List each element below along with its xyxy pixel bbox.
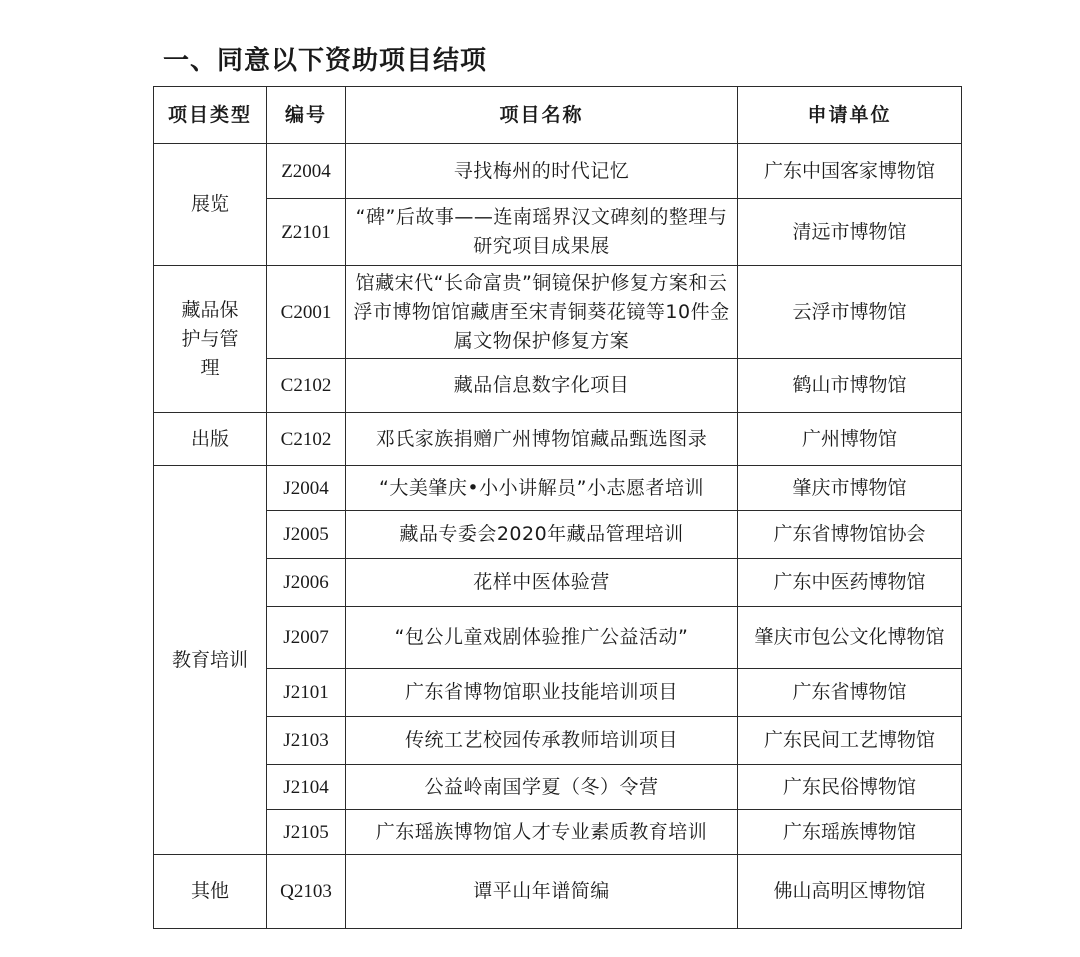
table-row [154,669,962,717]
project-name: “大美肇庆•小小讲解员”小志愿者培训 [346,466,738,511]
applicant-unit: 广东民俗博物馆 [738,765,962,810]
project-table [153,86,962,929]
applicant-unit: 广东民间工艺博物馆 [738,717,962,765]
table-row [154,144,962,199]
table-row [154,511,962,559]
project-name: 藏品专委会2020年藏品管理培训 [346,511,738,559]
project-name: 寻找梅州的时代记忆 [346,144,738,199]
header-name: 项目名称 [346,87,738,144]
project-code: C2001 [267,266,346,359]
project-code: J2005 [267,511,346,559]
applicant-unit: 肇庆市包公文化博物馆 [738,607,962,669]
table-row [154,359,962,413]
applicant-unit: 广东中国客家博物馆 [738,144,962,199]
project-name: 邓氏家族捐赠广州博物馆藏品甄选图录 [346,413,738,466]
table-row [154,559,962,607]
table-header-row [154,87,962,144]
table-row [154,466,962,511]
project-code: C2102 [267,413,346,466]
header-unit: 申请单位 [738,87,962,144]
group-type-other: 其他 [154,855,267,929]
table-row [154,266,962,359]
project-name: 谭平山年谱简编 [346,855,738,929]
table-row [154,810,962,855]
project-code: Z2004 [267,144,346,199]
project-code: J2105 [267,810,346,855]
project-name: 广东瑶族博物馆人才专业素质教育培训 [346,810,738,855]
table-row [154,413,962,466]
project-code: J2004 [267,466,346,511]
header-type: 项目类型 [154,87,267,144]
applicant-unit: 清远市博物馆 [738,199,962,266]
project-code: J2104 [267,765,346,810]
project-code: Z2101 [267,199,346,266]
group-type-publication: 出版 [154,413,267,466]
group-type-education: 教育培训 [154,466,267,855]
group-type-collection: 藏品保护与管理 [154,266,267,413]
applicant-unit: 广州博物馆 [738,413,962,466]
project-name: 传统工艺校园传承教师培训项目 [346,717,738,765]
table-row [154,717,962,765]
section-heading: 一、同意以下资助项目结项 [163,46,488,76]
group-type-exhibition: 展览 [154,144,267,266]
project-code: J2103 [267,717,346,765]
applicant-unit: 广东省博物馆 [738,669,962,717]
applicant-unit: 云浮市博物馆 [738,266,962,359]
table-row [154,199,962,266]
applicant-unit: 佛山高明区博物馆 [738,855,962,929]
project-code: Q2103 [267,855,346,929]
table-row [154,765,962,810]
project-name: 公益岭南国学夏（冬）令营 [346,765,738,810]
project-name: “碑”后故事——连南瑶界汉文碑刻的整理与研究项目成果展 [346,199,738,266]
applicant-unit: 广东中医药博物馆 [738,559,962,607]
table-row [154,607,962,669]
project-name: 花样中医体验营 [346,559,738,607]
applicant-unit: 广东瑶族博物馆 [738,810,962,855]
project-name: 藏品信息数字化项目 [346,359,738,413]
project-name: 馆藏宋代“长命富贵”铜镜保护修复方案和云浮市博物馆馆藏唐至宋青铜葵花镜等10件金属文物保护修复方案 [346,266,738,359]
project-name: 广东省博物馆职业技能培训项目 [346,669,738,717]
table-row [154,855,962,929]
header-code: 编号 [267,87,346,144]
project-name: “包公儿童戏剧体验推广公益活动” [346,607,738,669]
project-code: C2102 [267,359,346,413]
applicant-unit: 肇庆市博物馆 [738,466,962,511]
project-code: J2007 [267,607,346,669]
applicant-unit: 鹤山市博物馆 [738,359,962,413]
project-code: J2101 [267,669,346,717]
applicant-unit: 广东省博物馆协会 [738,511,962,559]
project-code: J2006 [267,559,346,607]
